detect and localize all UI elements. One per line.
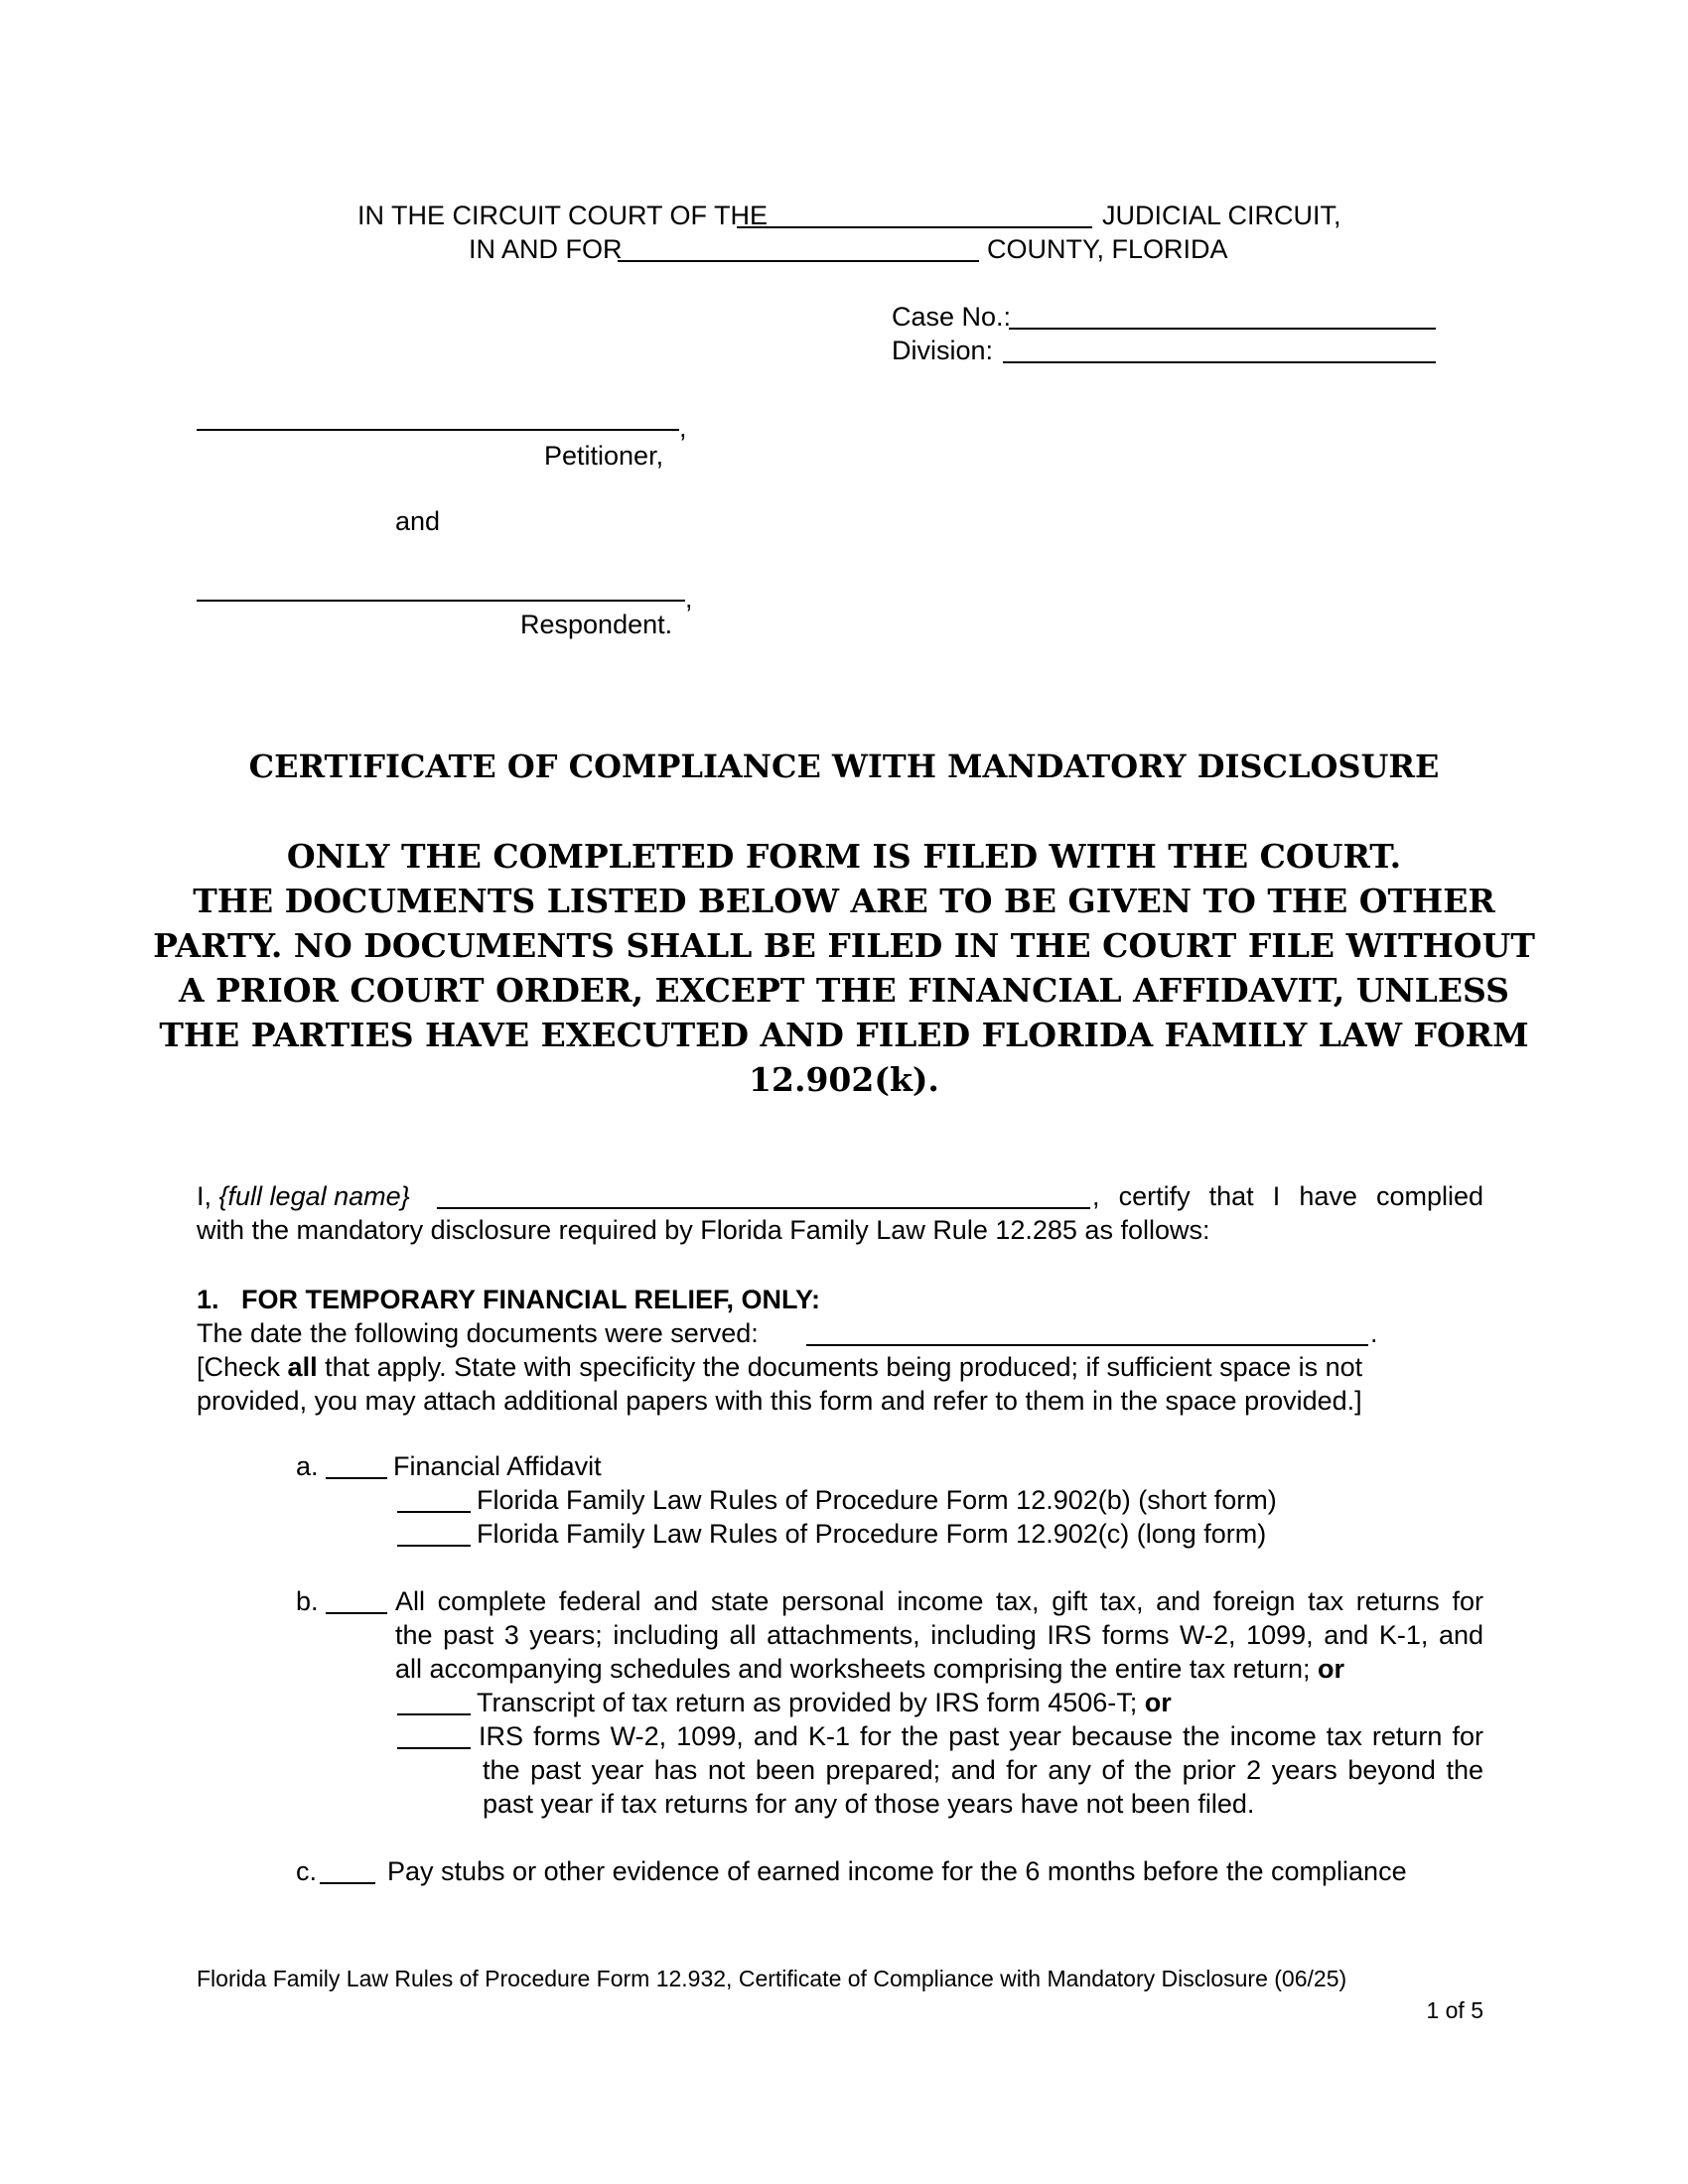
notice-line: THE DOCUMENTS LISTED BELOW ARE TO BE GIVEN TO THE OTHER xyxy=(193,882,1495,920)
check-instructions-line-2: provided, you may attach additional papers with this form and refer to them in the space provided.] xyxy=(197,1386,1362,1416)
notice-line: 12.902(k). xyxy=(749,1060,939,1099)
item-b-irs-forms-checkbox[interactable] xyxy=(397,1747,471,1749)
petitioner-comma: , xyxy=(679,413,687,443)
item-c-line-1: Pay stubs or other evidence of earned income for the 6 months before the compliance xyxy=(387,1856,1407,1886)
item-b-transcript-checkbox[interactable] xyxy=(397,1713,471,1715)
item-b-irs-forms-line-1: IRS forms W-2, 1099, and K-1 for the past year because the income tax return for xyxy=(479,1721,1483,1751)
intro-prefix: I, {full legal name} xyxy=(197,1181,410,1211)
case-no-label: Case No.: xyxy=(892,302,1012,332)
check-instructions-line-1: [Check all that apply. State with specificity the documents being produced; if sufficient space is not xyxy=(197,1352,1363,1382)
item-b-line-2: the past 3 years; including all attachments, including IRS forms W-2, 1099, and K-1, and xyxy=(395,1620,1483,1650)
respondent-name-field[interactable] xyxy=(197,600,685,602)
respondent-comma: , xyxy=(685,584,693,614)
item-c-checkbox[interactable] xyxy=(320,1882,375,1884)
date-served-field[interactable] xyxy=(806,1344,1368,1346)
caption-circuit-court-label: IN THE CIRCUIT COURT OF THE xyxy=(357,201,769,230)
date-served-period: . xyxy=(1370,1318,1378,1348)
caption-county-label: COUNTY, FLORIDA xyxy=(987,234,1228,264)
item-c-letter: c. xyxy=(296,1856,318,1886)
item-b-transcript-label: Transcript of tax return as provided by IRS form 4506-T; or xyxy=(477,1688,1172,1717)
item-a-checkbox[interactable] xyxy=(326,1477,387,1479)
item-a-short-form-label: Florida Family Law Rules of Procedure Form 12.902(b) (short form) xyxy=(477,1485,1277,1515)
item-b-irs-forms-line-2: the past year has not been prepared; and for any of the prior 2 years beyond the xyxy=(483,1755,1483,1785)
division-label: Division: xyxy=(892,336,994,365)
petitioner-name-field[interactable] xyxy=(197,429,679,431)
full-legal-name-hint: {full legal name} xyxy=(218,1181,410,1211)
item-a-long-form-label: Florida Family Law Rules of Procedure Form 12.902(c) (long form) xyxy=(477,1519,1267,1549)
intro-line-2: with the mandatory disclosure required by Florida Family Law Rule 12.285 as follows: xyxy=(197,1215,1210,1245)
intro-certify-text: , certify that I have complied xyxy=(1092,1181,1483,1211)
item-a-short-form-checkbox[interactable] xyxy=(397,1511,471,1513)
case-no-field[interactable] xyxy=(1009,328,1436,330)
petitioner-label: Petitioner, xyxy=(544,441,664,471)
caption-judicial-circuit-label: JUDICIAL CIRCUIT, xyxy=(1102,201,1341,230)
notice-line: A PRIOR COURT ORDER, EXCEPT THE FINANCIAL AFFIDAVIT, UNLESS xyxy=(179,971,1509,1010)
notice-line: THE PARTIES HAVE EXECUTED AND FILED FLORIDA FAMILY LAW FORM xyxy=(159,1016,1529,1054)
notice-line: ONLY THE COMPLETED FORM IS FILED WITH THE COURT. xyxy=(286,837,1402,876)
item-a-label: Financial Affidavit xyxy=(393,1451,602,1481)
notice-block xyxy=(0,834,1688,1102)
and-label: and xyxy=(395,506,441,536)
full-legal-name-field[interactable] xyxy=(437,1207,1090,1209)
footer-form-line: Florida Family Law Rules of Procedure Form 12.932, Certificate of Compliance with Mandatory Disclosure (06/25) xyxy=(197,1966,1347,1991)
item-a-letter: a. xyxy=(296,1451,319,1481)
item-a-long-form-checkbox[interactable] xyxy=(397,1545,471,1547)
page-number: 1 of 5 xyxy=(1426,1997,1483,2023)
item-b-line-1: All complete federal and state personal income tax, gift tax, and foreign tax returns for xyxy=(395,1586,1483,1616)
judicial-circuit-blank[interactable] xyxy=(737,226,1092,228)
item-b-irs-forms-line-3: past year if tax returns for any of those years have not been filed. xyxy=(483,1789,1255,1819)
caption-in-and-for-label: IN AND FOR xyxy=(469,234,623,264)
county-blank[interactable] xyxy=(618,260,979,262)
division-field[interactable] xyxy=(1003,361,1436,363)
section-1-heading: 1. FOR TEMPORARY FINANCIAL RELIEF, ONLY: xyxy=(197,1285,821,1314)
item-b-checkbox[interactable] xyxy=(326,1612,387,1614)
item-b-line-3: all accompanying schedules and worksheets comprising the entire tax return; or xyxy=(395,1654,1344,1684)
form-title: CERTIFICATE OF COMPLIANCE WITH MANDATORY DISCLOSURE xyxy=(248,748,1440,785)
item-b-letter: b. xyxy=(296,1586,319,1616)
respondent-label: Respondent. xyxy=(520,610,673,639)
notice-line: PARTY. NO DOCUMENTS SHALL BE FILED IN THE COURT FILE WITHOUT xyxy=(153,926,1535,965)
date-served-label: The date the following documents were served: xyxy=(197,1318,759,1348)
